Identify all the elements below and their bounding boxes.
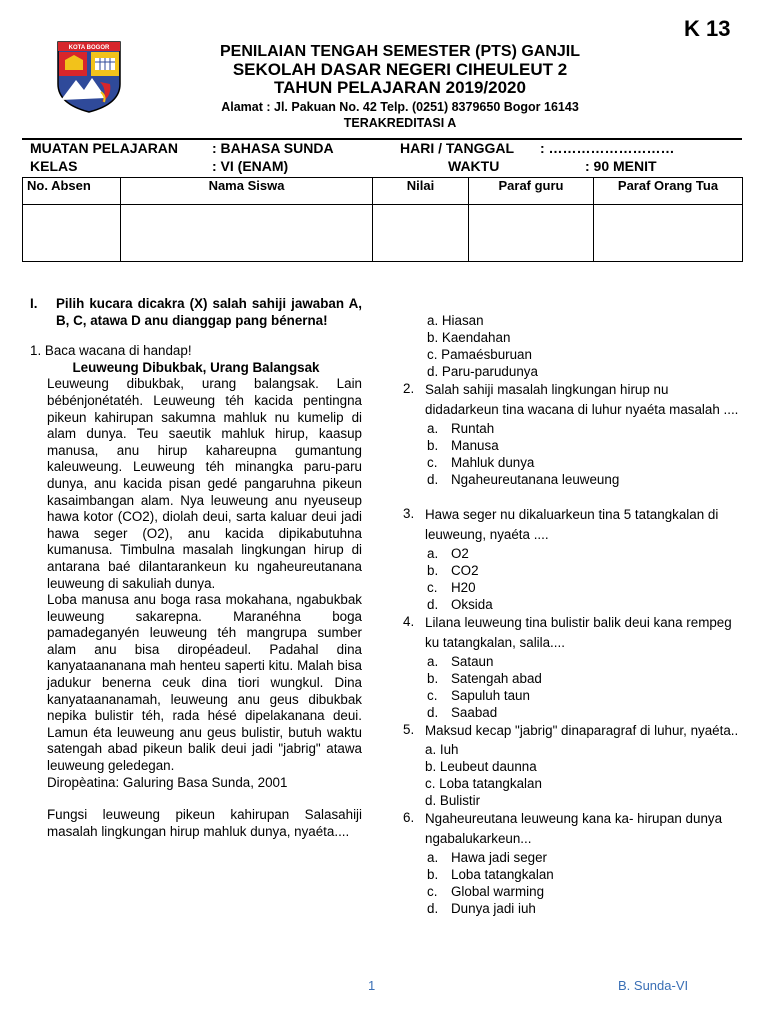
header-paraf-orang-tua: Paraf Orang Tua [594, 178, 743, 205]
class-value: : VI (ENAM) [212, 158, 289, 174]
passage-paragraph-1: Leuweung dibukbak, urang balangsak. Lain bébénjonétatéh. Leuweung téh kacida pentingna pikeun kahirupan sakumna mahluk nu kumelip di alam dunya. Teu saeutik mahluk hirup, kaasup manusa, anu hirup kahareupna gumantung kaleuweung. Leuweung téh minangka paru-paru dunya, anu kacida pisan gedé pangaruhna pikeun kasaimbangan alam. Nya leuweung anu nyeuseup hawa kotor (CO2), diolah deui, sarta kaluar deui jadi hawa seger (O2), anu kacida dipikabutuhna kumanusa. Timbulna masalah lingkungan hirup di antarana baé dilantarankeun ku ngaheureutanana leuweung di sakuliah dunya. [47, 376, 362, 591]
cell-nama-siswa[interactable] [121, 205, 373, 262]
option[interactable]: a. Sataun [427, 654, 494, 669]
option[interactable]: b. Manusa [427, 438, 499, 453]
header-school: SEKOLAH DASAR NEGERI CIHEULEUT 2 [232, 60, 568, 79]
header-accreditation: TERAKREDITASI A [343, 116, 457, 130]
option[interactable]: d. Dunya jadi iuh [427, 901, 536, 916]
instructions-number: I. [30, 296, 38, 311]
option[interactable]: d. Saabad [427, 705, 498, 720]
option[interactable]: c. Mahluk dunya [427, 455, 535, 470]
option[interactable]: d. Ngaheureutanana leuweung [427, 472, 620, 487]
option[interactable]: b. Loba tatangkalan [427, 867, 554, 882]
option[interactable]: b. Kaendahan [427, 330, 511, 345]
question-2 [403, 380, 743, 488]
option[interactable]: a. Iuh [425, 742, 459, 757]
question-number: 6. [403, 810, 415, 825]
question-text: Hawa seger nu dikaluarkeun tina 5 tatangkalan di leuweung, nyaéta .... [425, 507, 719, 542]
kota-bogor-logo [56, 40, 122, 114]
question-number: 4. [403, 614, 415, 629]
cell-nilai[interactable] [373, 205, 469, 262]
option[interactable]: c. H20 [427, 580, 476, 595]
instructions [30, 296, 362, 329]
passage-paragraph-2: Loba manusa anu boga rasa mokahana, ngabukbak leuweung sakarepna. Maranéhna boga pamadeganyén leuweung téh mangrupa sumber alam anu bisa diropéadeul. Padahal dina kanyataananana mah henteu saperti kitu. Malah bisa jadukur benerna ceuk dina tiori wungkul. Dina kanyataananamah, leuweung anu geus dibukbak nepika bulistir téh, rada hésé dipelakanana deui. Lamun éta leuweung anu geus bulistir, butuh waktu satengah abad pikeun balik deui jadi "jabrig" atawa leuweung geledegan. [47, 592, 362, 774]
option[interactable]: c. Pamaésburuan [427, 347, 532, 362]
question-3 [403, 505, 743, 613]
logo-text: KOTA BOGOR [68, 45, 110, 51]
option[interactable]: a. Hawa jadi seger [427, 850, 548, 865]
option[interactable]: c. Loba tatangkalan [425, 776, 542, 791]
question-6 [403, 809, 743, 917]
option[interactable]: c. Sapuluh taun [427, 688, 530, 703]
passage-title: Leuweung Dibukbak, Urang Balangsak [72, 359, 320, 375]
question-1-options [403, 312, 743, 380]
question-5 [403, 721, 743, 809]
question-4 [403, 613, 743, 721]
option[interactable]: a. Runtah [427, 421, 495, 436]
header-no-absen: No. Absen [23, 178, 121, 205]
left-column [30, 296, 362, 840]
option[interactable]: a. Hiasan [427, 313, 484, 328]
date-value: : ……………………… [540, 140, 675, 156]
passage-intro: 1. Baca wacana di handap! [30, 343, 192, 359]
passage-source: Diropèatina: Galuring Basa Sunda, 2001 [47, 774, 288, 790]
cell-paraf-guru[interactable] [469, 205, 594, 262]
document-code: K 13 [684, 16, 731, 41]
header-paraf-guru: Paraf guru [469, 178, 594, 205]
question-text: Maksud kecap "jabrig" dinaparagraf di luhur, nyaéta.. [425, 723, 739, 738]
time-label: WAKTU [448, 158, 500, 174]
right-column [403, 312, 743, 917]
time-value: : 90 MENIT [585, 158, 657, 174]
instructions-text: Pilih kucara dicakra (X) salah sahiji jawaban A, B, C, atawa D anu dianggap pang bénerna! [56, 296, 362, 328]
cell-no-absen[interactable] [23, 205, 121, 262]
header-title: PENILAIAN TENGAH SEMESTER (PTS) GANJIL [219, 43, 581, 60]
option[interactable]: a. O2 [427, 546, 469, 561]
question-text: Salah sahiji masalah lingkungan hirup nu didadarkeun tina wacana di luhur nyaéta masalah .... [425, 382, 739, 417]
subject-value: : BAHASA SUNDA [212, 140, 334, 156]
question-number: 3. [403, 506, 415, 521]
class-label: KELAS [30, 158, 78, 174]
question-number: 2. [403, 381, 415, 396]
footer-page-number: 1 [368, 978, 376, 993]
date-label: HARI / TANGGAL [400, 140, 515, 156]
option[interactable]: c. Global warming [427, 884, 545, 899]
question-text: Ngaheureutana leuweung kana ka- hirupan dunya ngabalukarkeun... [425, 811, 723, 846]
cell-paraf-orang-tua[interactable] [594, 205, 743, 262]
footer-subject: B. Sunda-VI [618, 978, 689, 993]
question-1-stem: Fungsi leuweung pikeun kahirupan Salasahiji masalah lingkungan hirup mahluk dunya, nyaéta.... [47, 807, 362, 839]
header-year: TAHUN PELAJARAN 2019/2020 [274, 78, 526, 97]
option[interactable]: d. Bulistir [425, 793, 481, 808]
option[interactable]: b. Satengah abad [427, 671, 542, 686]
header-address: Alamat : Jl. Pakuan No. 42 Telp. (0251) 8379650 Bogor 16143 [221, 100, 579, 114]
option[interactable]: b. Leubeut daunna [425, 759, 537, 774]
subject-label: MUATAN PELAJARAN [30, 140, 179, 156]
option[interactable]: d. Paru-parudunya [427, 364, 538, 379]
document-header [140, 42, 660, 131]
header-nama-siswa: Nama Siswa [121, 178, 373, 205]
question-number: 5. [403, 722, 415, 737]
question-text: Lilana leuweung tina bulistir balik deui kana rempeg ku tatangkalan, salila.... [425, 615, 732, 650]
option[interactable]: b. CO2 [427, 563, 479, 578]
header-nilai: Nilai [373, 178, 469, 205]
score-table [22, 177, 743, 262]
option[interactable]: d. Oksida [427, 597, 493, 612]
